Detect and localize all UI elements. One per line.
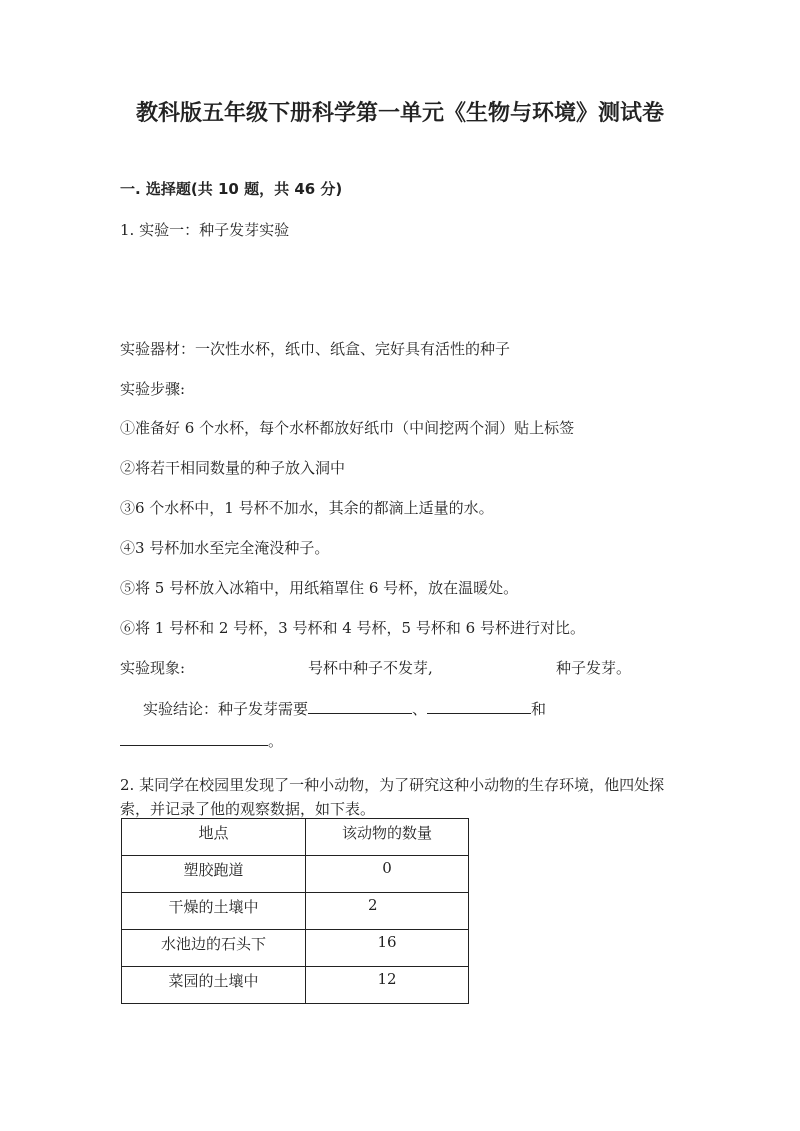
- q1-phenomenon-end: 种子发芽。: [556, 659, 632, 677]
- table-cell-location: 塑胶跑道: [122, 856, 306, 893]
- page-title: 教科版五年级下册科学第一单元《生物与环境》测试卷: [135, 101, 664, 126]
- q1-equipment: 实验器材：一次性水杯，纸巾、纸盒、完好具有活性的种子: [120, 340, 511, 358]
- table-cell-location: 菜园的土壤中: [122, 967, 306, 1004]
- q1-phenomenon-mid: 号杯中种子不发芽,: [308, 659, 433, 677]
- section-heading: 一. 选择题(共 10 题，共 46 分): [120, 180, 343, 198]
- q1-conclusion-label: 实验结论：种子发芽需要: [143, 700, 309, 718]
- question-2-text: 2. 某同学在校园里发现了一种小动物，为了研究这种小动物的生存环境，他四处探索，并记录了他的观察数据，如下表。: [120, 776, 665, 818]
- q1-conclusion-separator: 、: [412, 700, 428, 718]
- table-row: [122, 856, 469, 893]
- table-header-count: 该动物的数量: [306, 819, 469, 856]
- table-header-location: 地点: [122, 819, 306, 856]
- q1-step-3: ③6 个水杯中，1 号杯不加水，其余的都滴上适量的水。: [120, 499, 494, 517]
- q1-phenomenon-label: 实验现象:: [120, 659, 186, 677]
- answer-blank-1[interactable]: [308, 697, 412, 714]
- q1-conclusion-line: [143, 697, 546, 719]
- q1-conclusion-line-2: [120, 729, 283, 751]
- observation-table: [121, 818, 469, 1004]
- table-row: [122, 967, 469, 1004]
- table-cell-count: 12: [306, 967, 469, 1004]
- table-cell-location: 水池边的石头下: [122, 930, 306, 967]
- q1-steps-label: 实验步骤:: [120, 380, 186, 398]
- q1-step-4: ④3 号杯加水至完全淹没种子。: [120, 539, 330, 557]
- table-cell-count: 16: [306, 930, 469, 967]
- question-1-heading: 1. 实验一：种子发芽实验: [120, 221, 290, 239]
- table-cell-count: 0: [306, 856, 469, 893]
- q1-step-1: ①准备好 6 个水杯，每个水杯都放好纸巾（中间挖两个洞）贴上标签: [120, 419, 575, 437]
- q1-step-2: ②将若干相同数量的种子放入洞中: [120, 459, 346, 477]
- table-cell-count: 2: [306, 893, 469, 930]
- table-cell-location: 干燥的土壤中: [122, 893, 306, 930]
- q1-step-5: ⑤将 5 号杯放入冰箱中，用纸箱罩住 6 号杯，放在温暖处。: [120, 579, 519, 597]
- q1-conclusion-and: 和: [531, 700, 547, 718]
- table-header-row: [122, 819, 469, 856]
- table-row: [122, 930, 469, 967]
- table-row: [122, 893, 469, 930]
- q1-step-6: ⑥将 1 号杯和 2 号杯，3 号杯和 4 号杯，5 号杯和 6 号杯进行对比。: [120, 619, 585, 637]
- q1-conclusion-end: 。: [268, 732, 284, 750]
- answer-blank-2[interactable]: [427, 697, 531, 714]
- answer-blank-3[interactable]: [120, 729, 268, 746]
